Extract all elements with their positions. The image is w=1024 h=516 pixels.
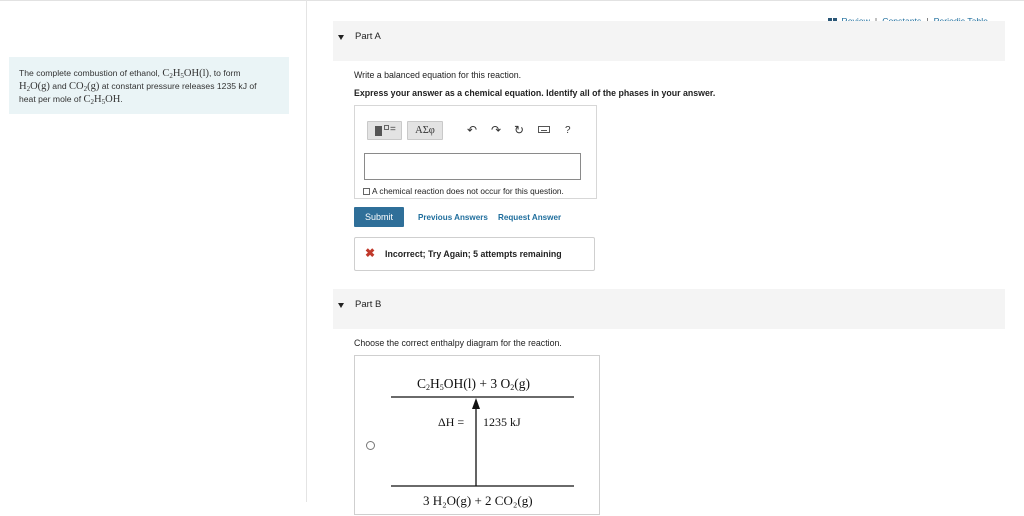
no-reaction-label: A chemical reaction does not occur for this question.	[372, 186, 564, 196]
enthalpy-arrow-head	[472, 398, 480, 409]
previous-answers-link[interactable]: Previous Answers	[418, 213, 488, 222]
intro-text: heat per mole of	[19, 94, 84, 104]
formula-co2: $CO_2(g)$	[69, 81, 100, 93]
redo-icon[interactable]: ↷	[491, 123, 502, 137]
part-a-instruction: Write a balanced equation for this reaction.	[354, 70, 522, 80]
request-answer-link[interactable]: Request Answer	[498, 213, 562, 222]
reset-icon[interactable]: ↻	[514, 123, 525, 137]
no-reaction-option[interactable]	[363, 186, 564, 196]
feedback-box	[354, 237, 595, 271]
keyboard-icon[interactable]	[538, 126, 550, 133]
part-b-header[interactable]	[333, 289, 1005, 329]
part-a-title: Part A	[355, 31, 381, 42]
intro-text: The complete combustion of ethanol,	[19, 68, 163, 78]
problem-intro: The complete combustion of ethanol, $C_2H_5OH(l)$, to form $H_2O(g)$ and $CO_2(g)$ at constant pressure releases 1235 kJ of heat per mole of $C_2H_5OH$.	[9, 57, 289, 114]
intro-text: and	[49, 81, 70, 91]
formula-water: $H_2O(g)$	[19, 81, 50, 93]
equation-editor	[354, 105, 597, 199]
no-reaction-checkbox[interactable]	[363, 188, 370, 195]
part-a-directive: Express your answer as a chemical equation. Identify all of the phases in your answer.	[354, 88, 716, 98]
part-b-title: Part B	[355, 299, 382, 310]
part-b-instruction: Choose the correct enthalpy diagram for the reaction.	[354, 338, 562, 348]
templates-button[interactable]: =	[367, 121, 402, 140]
enthalpy-choice-option[interactable]	[354, 355, 600, 515]
feedback-message: Incorrect; Try Again; 5 attempts remaining	[385, 249, 562, 259]
collapse-caret-icon[interactable]	[338, 35, 344, 40]
intro-text: at constant pressure releases 1235 kJ of	[99, 81, 257, 91]
delta-h-value: 1235 kJ	[483, 415, 521, 429]
column-divider	[306, 0, 307, 502]
part-a-header[interactable]	[333, 21, 1005, 61]
formula-ethanol: $C_2H_5OH(l)$	[162, 68, 209, 80]
submit-button[interactable]: Submit	[354, 207, 404, 227]
incorrect-icon: ✖	[365, 246, 376, 260]
formula-ethanol-2: $C_2H_5OH$	[83, 94, 121, 106]
top-border	[0, 0, 1024, 1]
undo-icon[interactable]: ↶	[467, 123, 478, 137]
reactants-label: $C_2H_5OH(l) + 3$ $O_2(g)$	[417, 376, 530, 392]
intro-text: , to form	[209, 68, 241, 78]
editor-toolbar	[367, 121, 585, 141]
help-icon[interactable]: ?	[565, 125, 571, 136]
symbols-button[interactable]: AΣφ	[407, 121, 443, 140]
products-label: 3 H₂O(g) + 2 CO₂(g)	[423, 493, 533, 508]
delta-h-label: ΔH =	[438, 415, 465, 429]
collapse-caret-icon[interactable]	[338, 303, 344, 308]
answer-input[interactable]	[364, 153, 581, 180]
